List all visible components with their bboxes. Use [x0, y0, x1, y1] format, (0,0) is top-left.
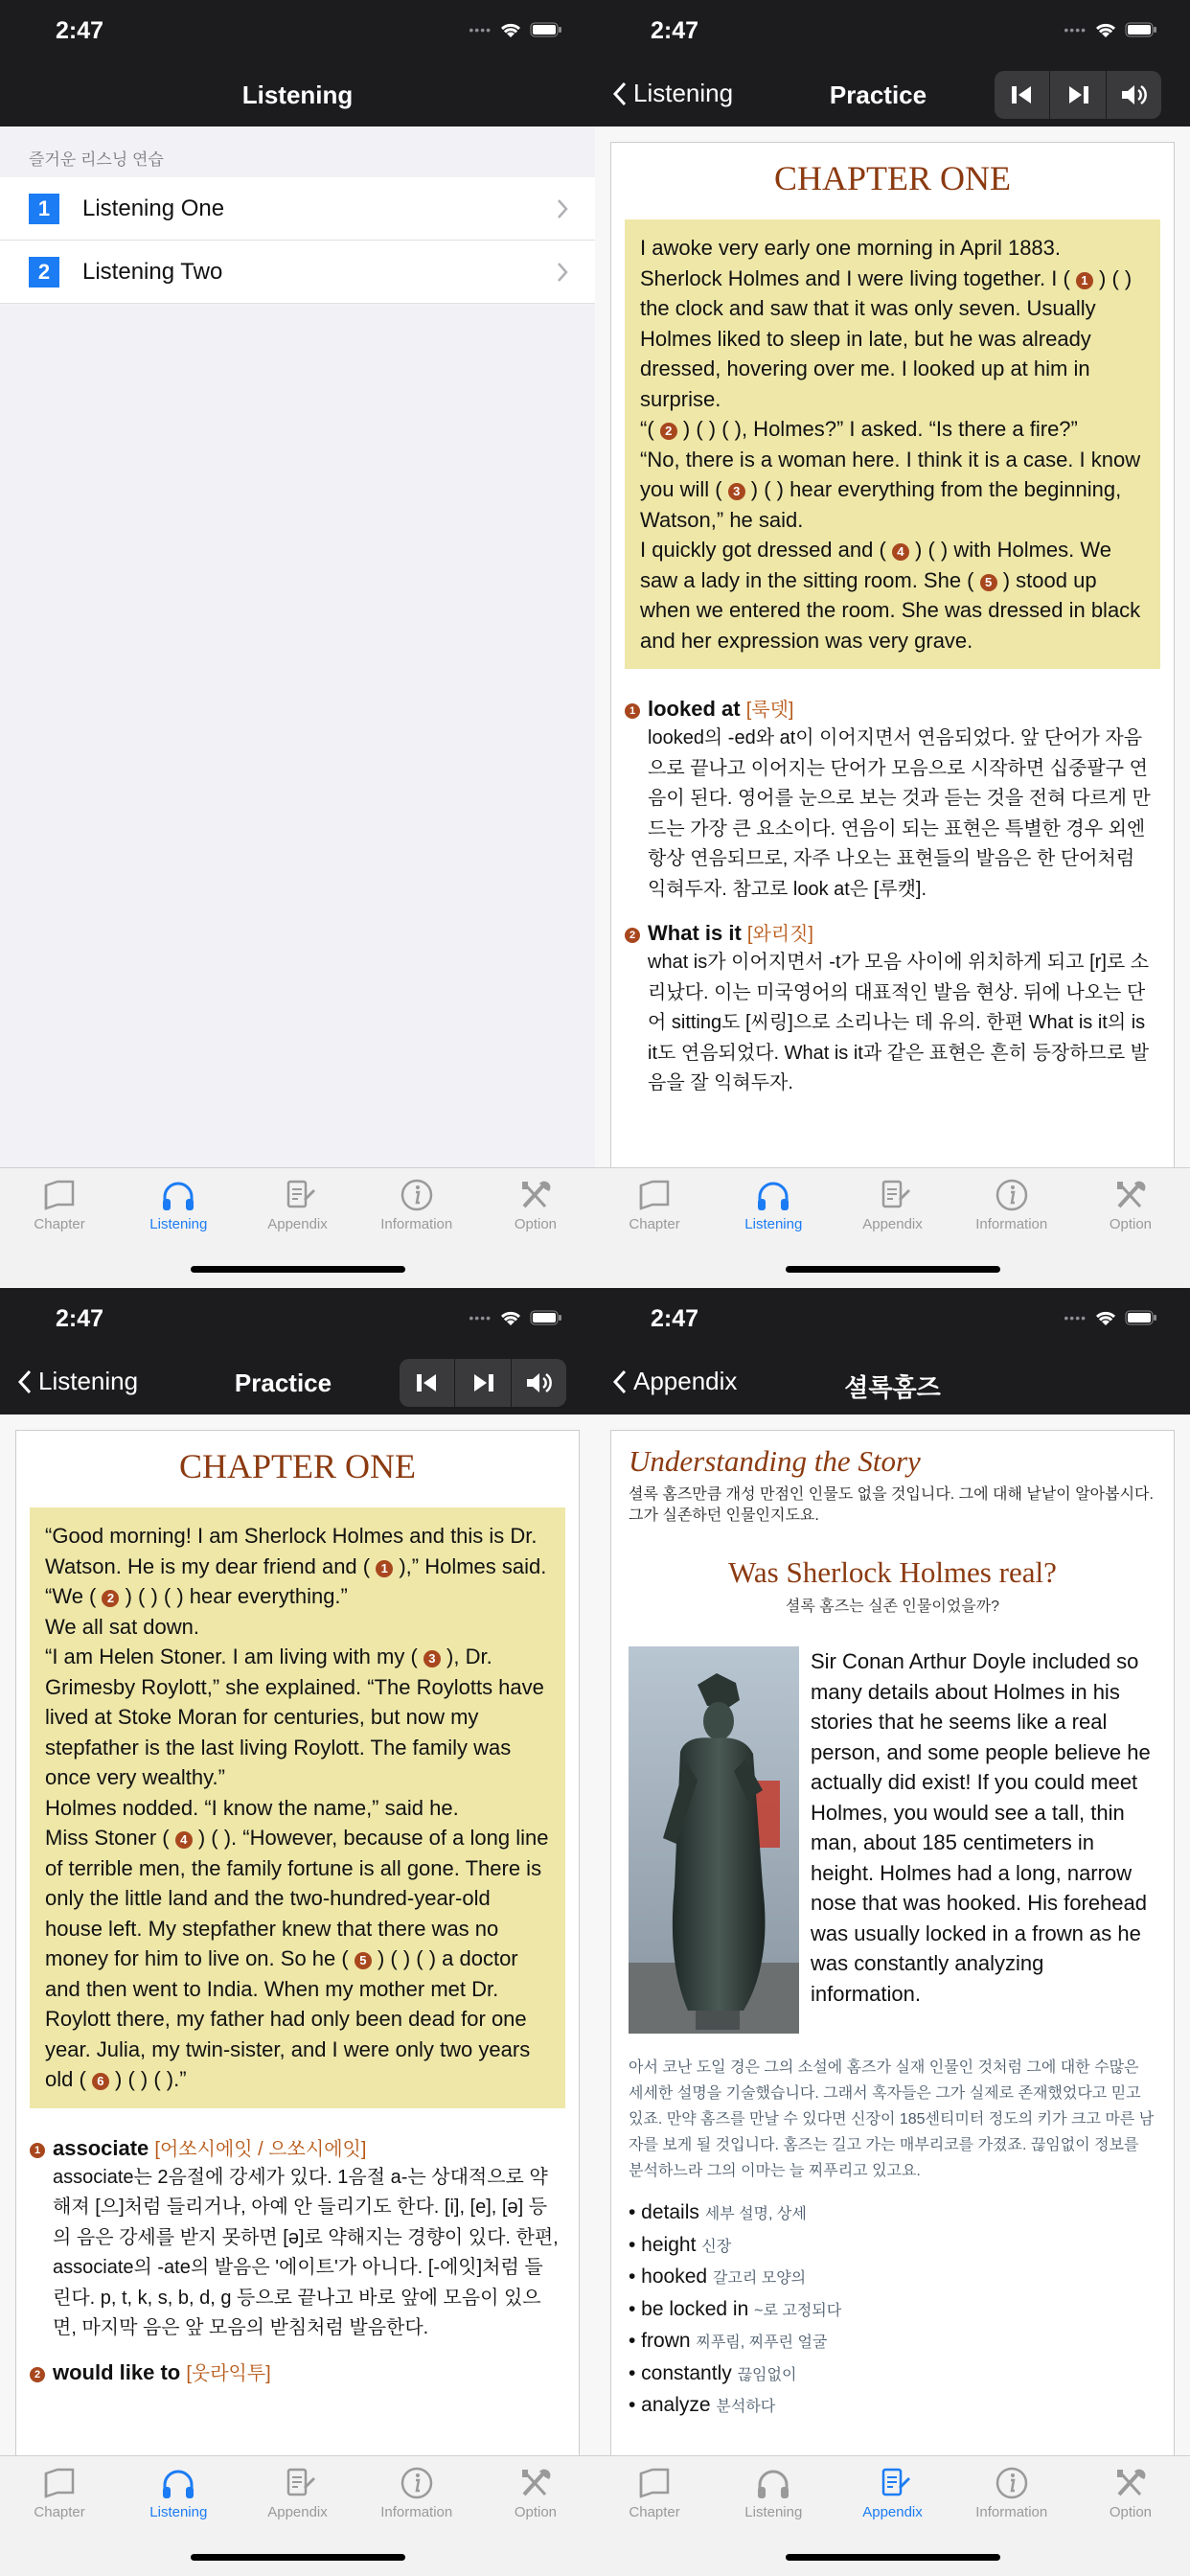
vocab-item: • constantly 끊임없이 [629, 2361, 797, 2384]
audio-controls [400, 1359, 566, 1407]
tab-information[interactable] [952, 1176, 1071, 1237]
section-subtitle: 셜록 홈즈만큼 개성 만점인 인물도 없을 것입니다. 그에 대해 낱낱이 알아봅시다. 그가 실존하던 인물인지도요. [629, 1486, 1154, 1524]
chevron-right-icon [557, 262, 568, 283]
tab-option[interactable] [476, 1176, 595, 1237]
header [0, 0, 595, 126]
passage: “Good morning! I am Sherlock Holmes and this is Dr. Watson. He is my dear friend and ( 1 ),” Holmes said. “We ( 2 ) ( ) ( ) hear everything.” We all sat down. “I am Helen Stoner. I am living with my ( 3 ), Dr. Grimesby Roylott,” she explained. “The Roylotts have lived at Stoke Moran for centuries, but now my stepfather is the last living Roylott. The family was once very wealthy.” Holmes nodded. “I know the name,” said he. Miss Stoner ( 4 ) ( ). “However, because of a long line of terrible men, the family fortune is all gone. There is only the little land and the two-hundred-year-old house left. My stepfather knew that there was no money for him to live on. So he ( 5 ) ( ) ( ) a doctor and then went to India. When my mother met Dr. Roylott there, my father had only been dead for one year. Julia, my twin-sister, and I were only two years old ( 6 ) ( ) ( ).” [30, 1507, 565, 2108]
note-term: associate [53, 2135, 155, 2160]
pronunciation-note [625, 918, 1156, 1099]
book-icon [38, 2464, 80, 2502]
skip-forward-icon [1065, 84, 1090, 105]
tab-label: Option [1109, 2504, 1153, 2520]
tools-icon [1110, 2464, 1152, 2502]
listening-screen [0, 0, 595, 1288]
vocab-item: • details 세부 설명, 상세 [629, 2201, 807, 2223]
tab-label: Information [975, 1216, 1048, 1232]
tab-appendix[interactable] [833, 2464, 951, 2525]
info-icon [991, 2464, 1033, 2502]
battery-icon [1125, 22, 1157, 37]
tab-bar [595, 1167, 1190, 1288]
tab-chapter[interactable] [595, 1176, 714, 1237]
note-pronunciation: [룩뎃] [745, 700, 794, 721]
tab-option[interactable] [1071, 1176, 1190, 1237]
tab-label: Information [975, 2504, 1048, 2520]
note-term: looked at [648, 697, 746, 721]
header [595, 0, 1190, 126]
wifi-icon [1094, 1309, 1117, 1326]
blank-number-badge[interactable]: 1 [376, 1560, 393, 1577]
vocab-item: • frown 찌푸림, 찌푸린 얼굴 [629, 2330, 828, 2352]
tab-information[interactable] [357, 2464, 476, 2525]
signal-icon: •••• [469, 1310, 492, 1325]
home-indicator [786, 1266, 1000, 1273]
headphones-icon [157, 1176, 199, 1214]
blank-number-badge[interactable]: 5 [355, 1952, 372, 1969]
clock: 2:47 [56, 17, 104, 44]
home-indicator [191, 1266, 405, 1273]
tab-label: Option [1109, 1216, 1153, 1232]
status-bar [595, 1288, 1190, 1351]
chapter-title: CHAPTER ONE [773, 159, 1011, 197]
page-title: Listening [241, 80, 354, 109]
note-number: 2 [625, 928, 640, 943]
note-term: would like to [53, 2359, 187, 2384]
book-page [610, 1430, 1175, 2455]
clock: 2:47 [651, 17, 699, 44]
blank-number-badge[interactable]: 4 [892, 543, 909, 561]
number-badge: 2 [29, 257, 59, 288]
tab-label: Option [514, 1216, 558, 1232]
nav-bar [595, 1355, 1190, 1411]
tab-listening[interactable] [714, 2464, 833, 2525]
vocab-item: • height 신장 [629, 2233, 732, 2256]
question-subtitle: 셜록 홈즈는 실존 인물이었을까? [785, 1598, 1000, 1615]
tab-label: Appendix [267, 2504, 328, 2520]
tools-icon [1110, 1176, 1152, 1214]
previous-button[interactable] [995, 71, 1050, 119]
section-title: Understanding the Story [629, 1444, 921, 1478]
list-item-label: Listening One [82, 195, 225, 221]
info-icon [396, 1176, 438, 1214]
page-title: 셜록홈즈 [844, 1373, 941, 1402]
list-item-listening-two[interactable] [0, 241, 595, 304]
practice-screen-2 [0, 1288, 595, 2576]
pronunciation-note [30, 2133, 561, 2344]
practice-content [595, 126, 1190, 1167]
tab-label: Information [380, 1216, 453, 1232]
speaker-icon [1120, 83, 1147, 106]
status-bar [595, 0, 1190, 63]
clock: 2:47 [56, 1305, 104, 1332]
info-icon [396, 2464, 438, 2502]
back-label: Appendix [633, 1367, 738, 1395]
headphones-icon [157, 2464, 199, 2502]
home-indicator [191, 2554, 405, 2561]
next-button[interactable] [455, 1359, 511, 1407]
tab-option[interactable] [1071, 2464, 1190, 2525]
tab-information[interactable] [952, 2464, 1071, 2525]
status-bar [0, 0, 595, 63]
battery-icon [530, 1310, 562, 1325]
wifi-icon [499, 21, 522, 38]
appendix-screen [595, 1288, 1190, 2576]
chapter-title: CHAPTER ONE [178, 1447, 416, 1485]
skip-back-icon [415, 1372, 440, 1393]
back-label: Listening [38, 1367, 139, 1395]
listening-list [0, 126, 595, 1288]
headphones-icon [752, 2464, 794, 2502]
previous-button[interactable] [400, 1359, 455, 1407]
wifi-icon [1094, 21, 1117, 38]
nav-bar [0, 1355, 595, 1411]
pronunciation-notes [16, 2108, 579, 2385]
blank-number-badge[interactable]: 5 [980, 574, 997, 591]
audio-controls [995, 71, 1161, 119]
note-explanation: what is가 이어지면서 -t가 모음 사이에 위치하게 되고 [r]로 소리났다. 이는 미국영어의 대표적인 발음 현상. 뒤에 나오는 단어 sitting도 [씨링]으로 소리나는 데 유의. 한편 What is it의 is it도 연음되었다. What is it과 같은 표현은 흔히 등장하므로 발음을 잘 익혀두자. [648, 952, 1150, 1093]
number-badge: 1 [29, 194, 59, 224]
tab-chapter[interactable] [0, 1176, 119, 1237]
signal-icon: •••• [1064, 1310, 1087, 1325]
tab-chapter[interactable] [595, 2464, 714, 2525]
document-icon [872, 2464, 914, 2502]
tab-label: Listening [149, 1216, 208, 1232]
blank-number-badge[interactable]: 3 [423, 1650, 441, 1668]
english-paragraph: Sir Conan Arthur Doyle included so many details about Holmes in his stories that he seems like a real person, and some people believe he actually did exist! If you could meet Holmes, you would see a tall, thin man, about 185 centimeters in height. Holmes had a long, narrow nose that was hooked. His forehead was usually locked in a frown as he was constantly analyzing information. [811, 1649, 1151, 2006]
pronunciation-notes [611, 669, 1174, 1099]
note-number: 2 [30, 2367, 45, 2382]
list-item-label: Listening Two [82, 258, 223, 285]
home-indicator [786, 2554, 1000, 2561]
tab-appendix[interactable] [833, 1176, 951, 1237]
tab-label: Listening [744, 1216, 803, 1232]
tab-label: Chapter [629, 2504, 680, 2520]
note-explanation: looked의 -ed와 at이 이어지면서 연음되었다. 앞 단어가 자음으로 끝나고 이어지는 단어가 모음으로 시작하면 십중팔구 연음이 된다. 영어를 눈으로 보는 것과 듣는 것을 전혀 다르게 만드는 가장 큰 요소이다. 연음이 되는 표현은 특별한 경우 외엔 항상 연음되므로, 자주 나오는 표현들의 발음은 한 단어처럼 익혀두자. 참고로 look at은 [루캣]. [648, 727, 1151, 900]
tools-icon [515, 2464, 557, 2502]
next-button[interactable] [1050, 71, 1106, 119]
page-title: Practice [234, 1368, 332, 1397]
vocab-item: • analyze 분석하다 [629, 2394, 776, 2416]
practice-screen-1 [595, 0, 1190, 1288]
blank-number-badge[interactable]: 1 [1076, 272, 1093, 289]
note-pronunciation: [와리짓] [746, 924, 813, 945]
tab-appendix[interactable] [238, 1176, 356, 1237]
status-icons [469, 1309, 562, 1326]
tab-label: Chapter [34, 1216, 85, 1232]
korean-translation: 아서 코난 도일 경은 그의 소설에 홈즈가 실재 인물인 것처럼 그에 대한 수많은 세세한 설명을 기술했습니다. 그래서 혹자들은 그가 실제로 존재했었다고 믿고 있죠. 만약 홈즈를 만날 수 있다면 신장이 185센티미터 정도의 키가 크고 마른 남자를 보게 될 것입니다. 홈즈는 길고 가는 매부리코를 가졌죠. 끊임없이 정보를 분석하느라 그의 이마는 늘 찌푸리고 있고요. [629, 2059, 1155, 2179]
blank-number-badge[interactable]: 6 [92, 2073, 109, 2090]
tab-label: Listening [744, 2504, 803, 2520]
vocab-item: • hooked 갈고리 모양의 [629, 2266, 807, 2288]
vocab-item: • be locked in ~로 고정되다 [629, 2297, 842, 2320]
vocabulary-list [629, 2197, 1156, 2423]
tab-appendix[interactable] [238, 2464, 356, 2525]
tab-listening[interactable] [119, 2464, 238, 2525]
document-icon [872, 1176, 914, 1214]
page-title: Practice [829, 80, 927, 109]
battery-icon [530, 22, 562, 37]
tab-bar [0, 1167, 595, 1288]
note-explanation: associate는 2음절에 강세가 있다. 1음절 a-는 상대적으로 약해져 [으]처럼 들리거나, 아예 안 들리기도 한다. [i], [e], [ə] 등의 음은 강세를 받지 못하면 [ə]로 약해지는 경향이 있다. 한편, associate의 -ate의 발음은 '에이트'가 아니다. [-에잇]처럼 들린다. p, t, k, s, b, d, g 등으로 끝나고 바로 앞에 모음이 있으면, 마지막 음은 앞 모음의 받침처럼 발음한다. [53, 2166, 559, 2338]
book-icon [633, 2464, 675, 2502]
tab-bar [0, 2455, 595, 2576]
note-pronunciation: [웃라익투] [186, 2362, 271, 2384]
list-item-listening-one[interactable] [0, 177, 595, 241]
book-page [610, 142, 1175, 1167]
nav-bar [595, 67, 1190, 123]
tools-icon [515, 1176, 557, 1214]
blank-number-badge[interactable]: 2 [660, 423, 677, 440]
tab-label: Appendix [862, 1216, 923, 1232]
section-header: 즐거운 리스닝 연습 [29, 150, 164, 169]
header [0, 1288, 595, 1414]
sound-button[interactable] [512, 1359, 566, 1407]
blank-number-badge[interactable]: 3 [728, 483, 745, 500]
tab-label: Information [380, 2504, 453, 2520]
skip-forward-icon [470, 1372, 495, 1393]
wifi-icon [499, 1309, 522, 1326]
tab-chapter[interactable] [0, 2464, 119, 2525]
skip-back-icon [1010, 84, 1035, 105]
status-icons [469, 21, 562, 38]
pronunciation-note [625, 694, 1156, 905]
tab-label: Chapter [629, 1216, 680, 1232]
book-icon [633, 1176, 675, 1214]
info-icon [991, 1176, 1033, 1214]
chevron-right-icon [557, 198, 568, 219]
tab-listening[interactable] [119, 1176, 238, 1237]
status-icons [1064, 21, 1157, 38]
book-icon [38, 1176, 80, 1214]
pronunciation-note [30, 2358, 561, 2385]
nav-bar [0, 67, 595, 123]
sound-button[interactable] [1107, 71, 1161, 119]
note-pronunciation: [어쏘시에잇 / 으쏘시에잇] [154, 2138, 367, 2160]
appendix-content [595, 1414, 1190, 2455]
blank-number-badge[interactable]: 2 [102, 1590, 119, 1607]
tab-option[interactable] [476, 2464, 595, 2525]
header [595, 1288, 1190, 1414]
practice-content [0, 1414, 595, 2455]
passage: I awoke very early one morning in April 1883. Sherlock Holmes and I were living together. I ( 1 ) ( ) the clock and saw that it was only seven. Usually Holmes liked to sleep in late, but he was already dressed, hovering over me. I looked up at him in surprise. “( 2 ) ( ) ( ), Holmes?” I asked. “Is there a fire?” “No, there is a woman here. I think it is a case. I know you will ( 3 ) ( ) hear everything from the beginning, Watson,” he said. I quickly got dressed and ( 4 ) ( ) with Holmes. We saw a lady in the sitting room. She ( 5 ) stood up when we entered the room. She was dressed in black and her expression was very grave. [625, 219, 1160, 669]
note-number: 1 [625, 703, 640, 719]
signal-icon: •••• [469, 22, 492, 37]
tab-label: Appendix [267, 1216, 328, 1232]
tab-label: Chapter [34, 2504, 85, 2520]
speaker-icon [525, 1371, 552, 1394]
blank-number-badge[interactable]: 4 [175, 1831, 193, 1849]
note-term: What is it [648, 921, 747, 945]
signal-icon: •••• [1064, 22, 1087, 37]
back-label: Listening [633, 79, 734, 107]
tab-bar [595, 2455, 1190, 2576]
status-icons [1064, 1309, 1157, 1326]
tab-label: Appendix [862, 2504, 923, 2520]
tab-label: Option [514, 2504, 558, 2520]
status-bar [0, 1288, 595, 1351]
tab-label: Listening [149, 2504, 208, 2520]
note-number: 1 [30, 2143, 45, 2158]
document-icon [277, 2464, 319, 2502]
tab-information[interactable] [357, 1176, 476, 1237]
clock: 2:47 [651, 1305, 699, 1332]
question-heading: Was Sherlock Holmes real? [728, 1555, 1057, 1589]
sherlock-statue-image [629, 1646, 799, 2034]
book-page [15, 1430, 580, 2455]
headphones-icon [752, 1176, 794, 1214]
document-icon [277, 1176, 319, 1214]
battery-icon [1125, 1310, 1157, 1325]
tab-listening[interactable] [714, 1176, 833, 1237]
